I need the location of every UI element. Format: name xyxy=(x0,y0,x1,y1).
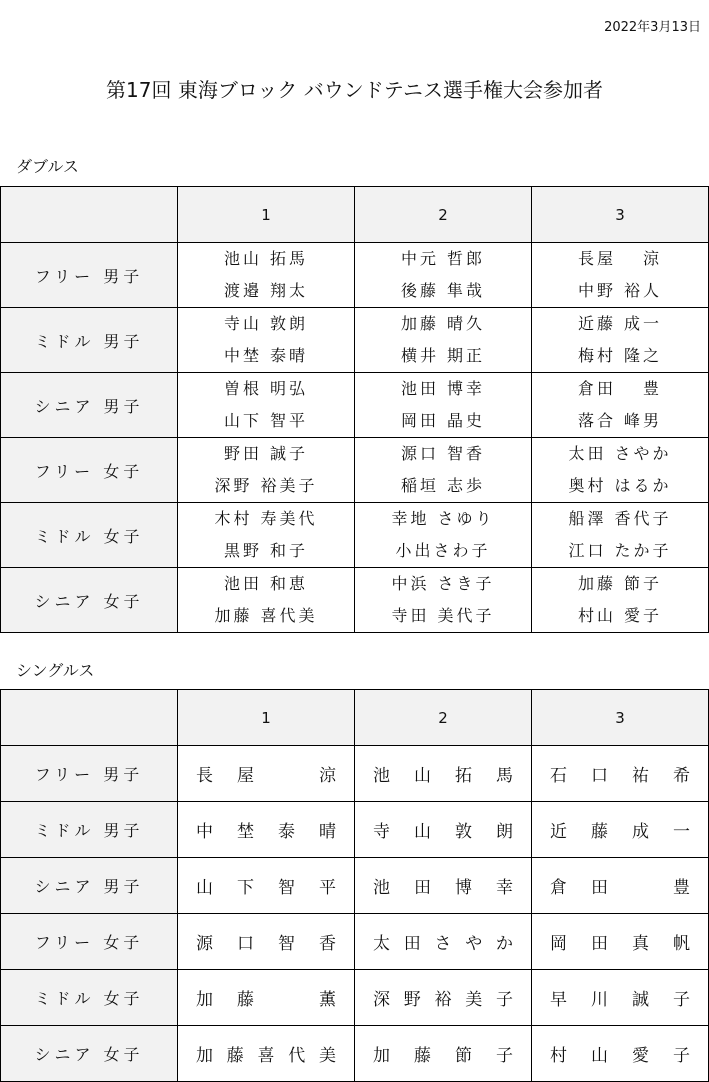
pair-cell xyxy=(532,243,709,308)
player-name: 山 下 智 平 xyxy=(178,858,355,914)
pair-cell xyxy=(178,438,355,503)
doubles-table xyxy=(0,186,709,633)
player-name: 村 山 愛 子 xyxy=(532,1026,709,1082)
pair-cell xyxy=(532,373,709,438)
player-name: 木村 寿美代 xyxy=(214,509,318,528)
player-name: 中 埜 泰 晴 xyxy=(178,802,355,858)
player-name: 岡 田 真 帆 xyxy=(532,914,709,970)
player-name: 池田 博幸 xyxy=(400,379,486,398)
document-title: 第17回 東海ブロック バウンドテニス選手権大会参加者 xyxy=(106,78,603,102)
player-name: 近藤 成一 xyxy=(577,314,663,333)
player-name: 中野 裕人 xyxy=(577,281,663,300)
category-cell: フリー 男子 xyxy=(1,746,178,802)
player-name: 奥村 はるか xyxy=(568,476,672,495)
pair-cell xyxy=(178,243,355,308)
player-name: 中埜 泰晴 xyxy=(223,346,309,365)
pair-cell xyxy=(355,503,532,568)
player-name: 加藤 喜代美 xyxy=(214,606,318,625)
player-name: 早 川 誠 子 xyxy=(532,970,709,1026)
table-row xyxy=(1,243,709,308)
column-header: 1 xyxy=(178,187,355,243)
table-row xyxy=(1,858,709,914)
pair-cell xyxy=(532,503,709,568)
category-cell: ミドル 女子 xyxy=(1,970,178,1026)
player-name: 野田 誠子 xyxy=(223,444,309,463)
player-name: 太 田 さ や か xyxy=(355,914,532,970)
player-name: 加藤 節子 xyxy=(577,574,663,593)
pair-cell xyxy=(178,568,355,633)
category-cell: フリー 男子 xyxy=(1,243,178,308)
player-name: 村山 愛子 xyxy=(577,606,663,625)
player-name: 倉 田 豊 xyxy=(532,858,709,914)
column-header: 3 xyxy=(532,690,709,746)
player-name: 加 藤 節 子 xyxy=(355,1026,532,1082)
player-name: 落合 峰男 xyxy=(577,411,663,430)
player-name: 後藤 隼哉 xyxy=(400,281,486,300)
pair-cell xyxy=(355,438,532,503)
column-header: 3 xyxy=(532,187,709,243)
player-name: 加 藤 薫 xyxy=(178,970,355,1026)
category-cell: ミドル 男子 xyxy=(1,802,178,858)
player-name: 寺田 美代子 xyxy=(391,606,495,625)
column-header: 2 xyxy=(355,187,532,243)
table-header-row xyxy=(1,690,709,746)
player-name: 池 田 博 幸 xyxy=(355,858,532,914)
player-name: 池山 拓馬 xyxy=(223,249,309,268)
table-row xyxy=(1,373,709,438)
player-name: 長屋 涼 xyxy=(577,249,663,268)
player-name: 深 野 裕 美 子 xyxy=(355,970,532,1026)
header-blank-cell xyxy=(1,690,178,746)
header-blank-cell xyxy=(1,187,178,243)
player-name: 小出さわ子 xyxy=(395,541,491,560)
category-cell: シニア 女子 xyxy=(1,568,178,633)
player-name: 中元 哲郎 xyxy=(400,249,486,268)
player-name: 深野 裕美子 xyxy=(214,476,318,495)
singles-table xyxy=(0,689,709,1082)
category-cell: シニア 女子 xyxy=(1,1026,178,1082)
pair-cell xyxy=(532,438,709,503)
pair-cell xyxy=(355,373,532,438)
player-name: 船澤 香代子 xyxy=(568,509,672,528)
player-name: 近 藤 成 一 xyxy=(532,802,709,858)
category-cell: フリー 女子 xyxy=(1,438,178,503)
player-name: 横井 期正 xyxy=(400,346,486,365)
pair-cell xyxy=(178,503,355,568)
pair-cell xyxy=(355,568,532,633)
pair-cell xyxy=(178,373,355,438)
player-name: 寺山 敦朗 xyxy=(223,314,309,333)
doubles-section-label: ダブルス xyxy=(16,157,79,176)
player-name: 倉田 豊 xyxy=(577,379,663,398)
category-cell: ミドル 男子 xyxy=(1,308,178,373)
table-row xyxy=(1,1026,709,1082)
player-name: 加藤 晴久 xyxy=(400,314,486,333)
table-row xyxy=(1,438,709,503)
table-row xyxy=(1,503,709,568)
player-name: 太田 さやか xyxy=(568,444,672,463)
document-date: 2022年3月13日 xyxy=(604,20,701,35)
category-cell: フリー 女子 xyxy=(1,914,178,970)
player-name: 寺 山 敦 朗 xyxy=(355,802,532,858)
pair-cell xyxy=(178,308,355,373)
category-cell: ミドル 女子 xyxy=(1,503,178,568)
singles-section-label: シングルス xyxy=(16,661,95,680)
table-row xyxy=(1,568,709,633)
table-row xyxy=(1,970,709,1026)
player-name: 曽根 明弘 xyxy=(223,379,309,398)
player-name: 稲垣 志歩 xyxy=(400,476,486,495)
table-row xyxy=(1,802,709,858)
pair-cell xyxy=(532,308,709,373)
player-name: 源 口 智 香 xyxy=(178,914,355,970)
table-row xyxy=(1,746,709,802)
player-name: 渡邉 翔太 xyxy=(223,281,309,300)
pair-cell xyxy=(355,308,532,373)
pair-cell xyxy=(532,568,709,633)
table-row xyxy=(1,308,709,373)
player-name: 江口 たか子 xyxy=(568,541,672,560)
pair-cell xyxy=(355,243,532,308)
player-name: 幸地 さゆり xyxy=(391,509,495,528)
player-name: 加 藤 喜 代 美 xyxy=(178,1026,355,1082)
category-cell: シニア 男子 xyxy=(1,373,178,438)
player-name: 池 山 拓 馬 xyxy=(355,746,532,802)
column-header: 1 xyxy=(178,690,355,746)
player-name: 黒野 和子 xyxy=(223,541,309,560)
category-cell: シニア 男子 xyxy=(1,858,178,914)
player-name: 源口 智香 xyxy=(400,444,486,463)
player-name: 梅村 隆之 xyxy=(577,346,663,365)
table-header-row xyxy=(1,187,709,243)
player-name: 山下 智平 xyxy=(223,411,309,430)
player-name: 岡田 晶史 xyxy=(400,411,486,430)
player-name: 池田 和恵 xyxy=(223,574,309,593)
player-name: 中浜 さき子 xyxy=(391,574,495,593)
column-header: 2 xyxy=(355,690,532,746)
table-row xyxy=(1,914,709,970)
player-name: 石 口 祐 希 xyxy=(532,746,709,802)
player-name: 長 屋 涼 xyxy=(178,746,355,802)
